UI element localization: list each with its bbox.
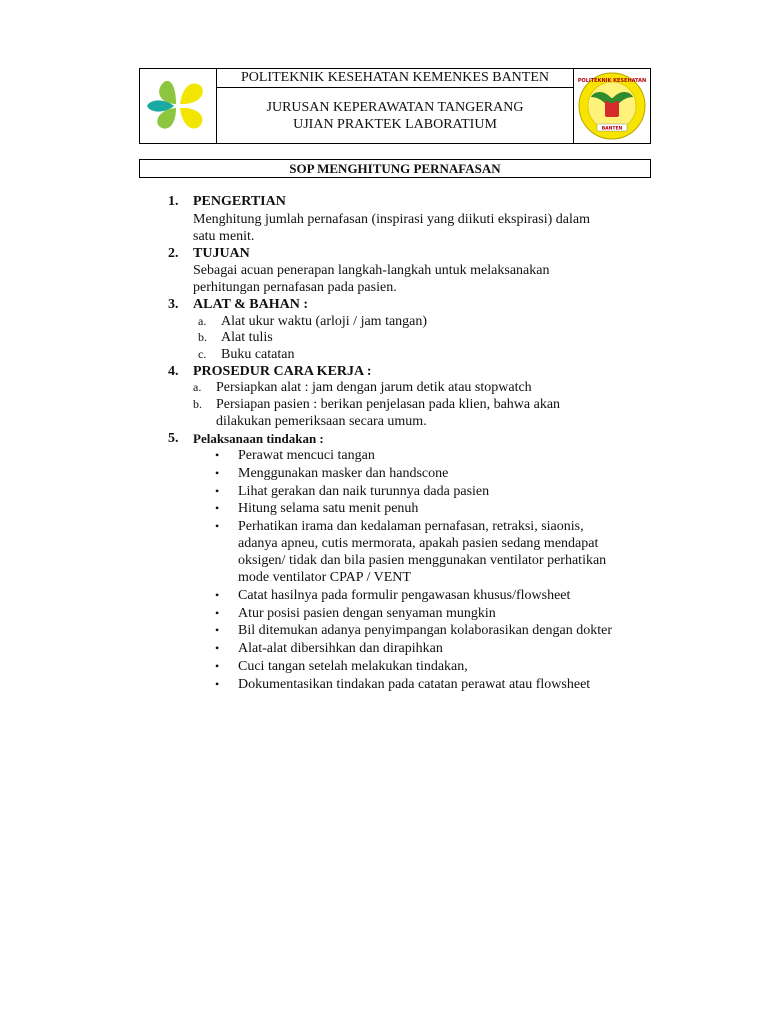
section-2-heading: TUJUAN (193, 246, 250, 261)
list-item: Catat hasilnya pada formulir pengawasan khusus/flowsheet (238, 588, 571, 603)
poltekkes-banten-logo (573, 69, 650, 143)
list-item: Menggunakan masker dan handscone (238, 466, 449, 481)
section-2-number: 2. (168, 246, 179, 261)
section-1-text-line: Menghitung jumlah pernafasan (inspirasi yang diikuti ekspirasi) dalam (193, 212, 590, 227)
poltekkes-emblem-icon (574, 69, 650, 143)
list-marker: c. (198, 347, 207, 361)
bullet-icon: • (215, 466, 220, 480)
document-header (139, 68, 651, 144)
bullet-icon: • (215, 623, 220, 637)
section-1-text-line: satu menit. (193, 229, 255, 244)
list-item: Perawat mencuci tangan (238, 448, 375, 463)
bullet-icon: • (215, 588, 220, 602)
section-4-heading: PROSEDUR CARA KERJA : (193, 364, 372, 379)
kemenkes-logo-icon (140, 69, 216, 143)
list-item: Alat ukur waktu (arloji / jam tangan) (221, 314, 428, 329)
list-marker: b. (193, 397, 202, 411)
list-marker: a. (198, 314, 207, 328)
list-item-continuation: oksigen/ tidak dan bila pasien menggunakan ventilator perhatikan (238, 553, 607, 568)
bullet-icon: • (215, 606, 220, 620)
kemenkes-logo (140, 69, 217, 143)
section-1-number: 1. (168, 194, 179, 209)
department-name: JURUSAN KEPERAWATAN TANGERANG (266, 100, 524, 115)
exam-name: UJIAN PRAKTEK LABORATIUM (293, 117, 497, 132)
bullet-icon: • (215, 484, 220, 498)
list-item: Persiapan pasien : berikan penjelasan pada klien, bahwa akan (216, 397, 561, 412)
institution-name: POLITEKNIK KESEHATAN KEMENKES BANTEN (217, 69, 573, 88)
section-3-heading: ALAT & BAHAN : (193, 297, 308, 312)
header-text-block (217, 69, 573, 143)
list-item-continuation: dilakukan pemeriksaan secara umum. (216, 414, 427, 429)
list-item: Alat tulis (221, 330, 273, 345)
bullet-icon: • (215, 659, 220, 673)
section-4-number: 4. (168, 364, 179, 379)
list-item: Cuci tangan setelah melakukan tindakan, (238, 659, 468, 674)
sop-title: SOP MENGHITUNG PERNAFASAN (139, 159, 651, 178)
list-item: Persiapkan alat : jam dengan jarum detik atau stopwatch (216, 380, 532, 395)
list-item: Hitung selama satu menit penuh (238, 501, 419, 516)
list-item: Bil ditemukan adanya penyimpangan kolaborasikan dengan dokter (238, 623, 613, 638)
section-5-number: 5. (168, 431, 179, 446)
list-item: Lihat gerakan dan naik turunnya dada pasien (238, 484, 490, 499)
list-item: Atur posisi pasien dengan senyaman mungkin (238, 606, 496, 621)
section-1-heading: PENGERTIAN (193, 194, 286, 209)
list-item-continuation: mode ventilator CPAP / VENT (238, 570, 411, 585)
section-2-text-line: Sebagai acuan penerapan langkah-langkah untuk melaksanakan (193, 263, 550, 278)
section-5-heading: Pelaksanaan tindakan : (193, 431, 324, 446)
section-3-number: 3. (168, 297, 179, 312)
list-item: Perhatikan irama dan kedalaman pernafasan, retraksi, siaonis, (238, 519, 584, 534)
logo-text-top: POLITEKNIK KESEHATAN (577, 78, 647, 84)
list-item-continuation: adanya apneu, cutis mermorata, apakah pasien sedang mendapat (238, 536, 599, 551)
bullet-icon: • (215, 641, 220, 655)
section-2-text-line: perhitungan pernafasan pada pasien. (193, 280, 397, 295)
list-marker: a. (193, 380, 202, 394)
bullet-icon: • (215, 501, 220, 515)
bullet-icon: • (215, 448, 220, 462)
bullet-icon: • (215, 519, 220, 533)
list-item: Dokumentasikan tindakan pada catatan perawat atau flowsheet (238, 677, 591, 692)
list-item: Alat-alat dibersihkan dan dirapihkan (238, 641, 443, 656)
list-marker: b. (198, 330, 207, 344)
logo-text-bottom: BANTEN (601, 126, 623, 132)
list-item: Buku catatan (221, 347, 295, 362)
bullet-icon: • (215, 677, 220, 691)
